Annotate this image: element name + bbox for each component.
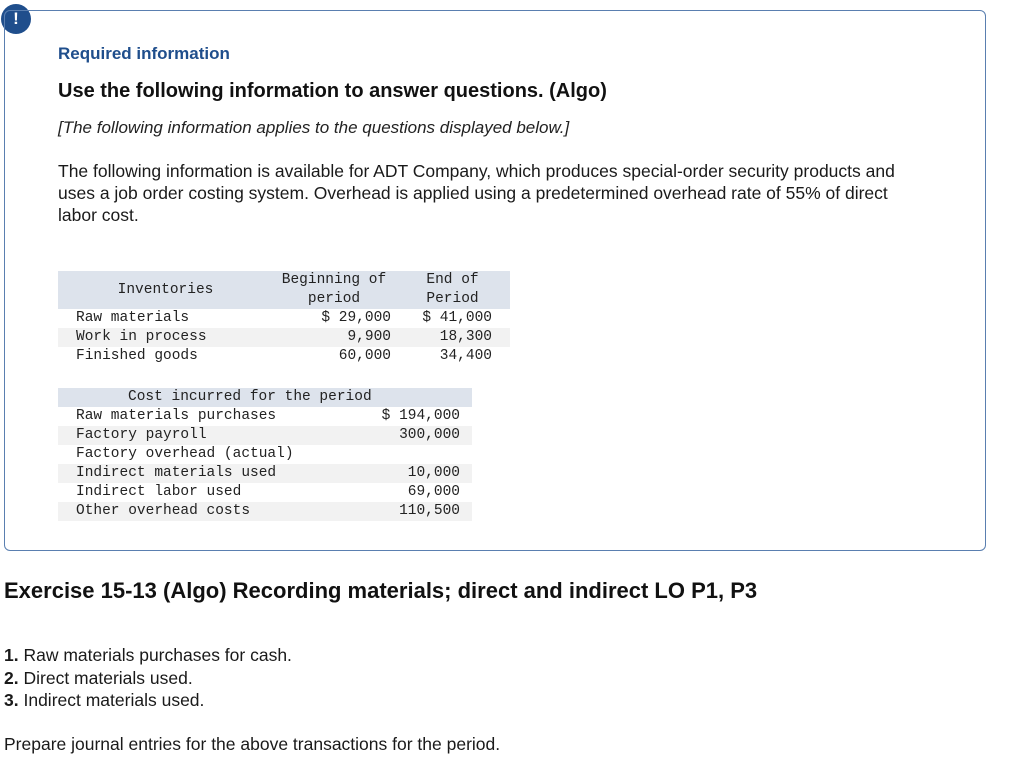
step-text: Direct materials used.	[23, 667, 193, 688]
row-value: 69,000	[407, 484, 460, 500]
exclamation-icon: !	[1, 4, 31, 34]
step-text: Raw materials purchases for cash.	[23, 645, 292, 665]
row-label: Work in process	[58, 328, 273, 347]
row-label: Raw materials	[76, 310, 190, 326]
beginning-value: $ 29,000	[321, 310, 391, 326]
row-value	[358, 445, 472, 464]
beginning-value: 60,000	[338, 348, 391, 364]
row-label: Indirect labor used	[76, 484, 242, 500]
costs-table	[58, 388, 472, 521]
row-label: Raw materials purchases	[76, 408, 277, 424]
end-header: End of Period	[395, 271, 510, 309]
transaction-list	[4, 644, 292, 712]
row-label: Indirect materials used	[58, 464, 358, 483]
step-number: 3.	[4, 690, 19, 710]
row-label: Other overhead costs	[58, 502, 358, 521]
exercise-title: Exercise 15-13 (Algo) Recording materials; direct and indirect LO P1, P3	[4, 578, 758, 603]
table-row	[58, 309, 510, 328]
list-item	[4, 689, 292, 712]
table-row	[58, 502, 472, 521]
step-number: 2.	[4, 667, 19, 688]
table-row	[58, 407, 472, 426]
table-row	[58, 347, 510, 366]
table-row	[58, 328, 510, 347]
inventories-table	[58, 271, 510, 366]
table-row	[58, 483, 472, 502]
list-item	[4, 667, 292, 690]
step-number: 1.	[4, 645, 19, 665]
beginning-header: Beginning of period	[273, 271, 395, 309]
required-information-heading: Required information	[58, 44, 230, 63]
row-value: 300,000	[358, 426, 472, 445]
inventories-header: Inventories	[58, 271, 273, 309]
row-label: Finished goods	[76, 348, 198, 364]
use-information-heading: Use the following information to answer questions. (Algo)	[58, 80, 607, 102]
step-text: Indirect materials used.	[23, 690, 205, 710]
intro-paragraph: The following information is available for ADT Company, which produces special-order security products and uses a job order costing system. Overhead is applied using a predetermined overhead rate of 55% of direct labor cost.	[58, 161, 895, 225]
row-label: Factory payroll	[58, 426, 358, 445]
list-item	[4, 644, 292, 667]
table-row	[58, 445, 472, 464]
beginning-value: 9,900	[273, 328, 395, 347]
row-value: 110,500	[358, 502, 472, 521]
row-label: Factory overhead (actual)	[76, 446, 294, 462]
costs-header: Cost incurred for the period	[58, 388, 472, 407]
table-row	[58, 426, 472, 445]
row-value: 10,000	[358, 464, 472, 483]
end-value: $ 41,000	[422, 310, 492, 326]
applies-note: [The following information applies to the questions displayed below.]	[58, 118, 570, 137]
row-value: $ 194,000	[381, 408, 460, 424]
table-row	[58, 464, 472, 483]
instruction-prompt: Prepare journal entries for the above transactions for the period.	[4, 734, 501, 754]
end-value: 18,300	[395, 328, 510, 347]
end-value: 34,400	[439, 348, 492, 364]
